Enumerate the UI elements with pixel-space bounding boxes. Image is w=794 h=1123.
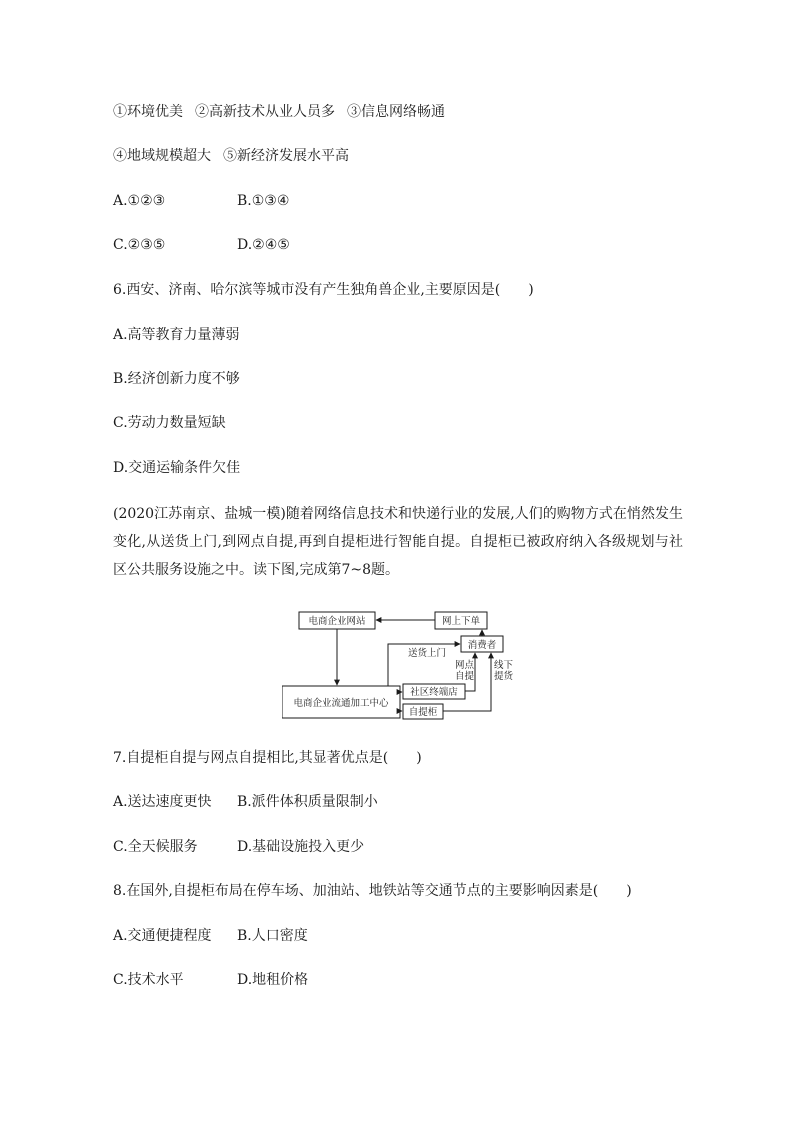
q7-choice-b[interactable]: B.派件体积质量限制小	[237, 794, 378, 810]
label-center: 电商企业流通加工中心	[293, 698, 389, 709]
label-offline-pickup-2: 提货	[494, 671, 514, 682]
label-outlet-pickup-2: 自提	[455, 671, 475, 682]
q7-choice-a[interactable]: A.送达速度更快	[113, 794, 212, 810]
label-website: 电商企业网站	[308, 616, 366, 627]
ecommerce-flow-diagram	[282, 608, 522, 720]
q5-choice-c[interactable]: C.②③⑤	[113, 237, 166, 253]
q5-choices-row-1	[113, 191, 289, 211]
q8-choice-d[interactable]: D.地租价格	[237, 972, 309, 988]
q5-statements-line-2	[113, 146, 349, 166]
q7-choice-d[interactable]: D.基础设施投入更少	[237, 839, 365, 855]
label-offline-pickup-1: 线下	[494, 660, 514, 671]
q6-stem: 6.西安、济南、哈尔滨等城市没有产生独角兽企业,主要原因是( )	[113, 282, 534, 298]
reading-passage: (2020江苏南京、盐城一模)随着网络信息技术和快递行业的发展,人们的购物方式在悄然发生变化,从送货上门,到网点自提,再到自提柜进行智能自提。自提柜已被政府纳入各级规划与社区公共服务设施之中。读下图,完成第7~8题。	[113, 506, 683, 578]
q5-choice-d[interactable]: D.②④⑤	[237, 237, 290, 253]
q8-choice-a[interactable]: A.交通便捷程度	[113, 928, 212, 944]
label-delivery: 送货上门	[408, 648, 447, 659]
statement-3: ③信息网络畅通	[347, 104, 445, 120]
q7-choice-c[interactable]: C.全天候服务	[113, 839, 198, 855]
statement-1: ①环境优美	[113, 104, 183, 120]
label-community-store: 社区终端店	[410, 687, 458, 698]
statement-2: ②高新技术从业人员多	[195, 104, 335, 120]
q6-choice-a[interactable]: A.高等教育力量薄弱	[113, 327, 240, 343]
statement-4: ④地域规模超大	[113, 148, 211, 164]
label-online-order: 网上下单	[441, 616, 481, 627]
q8-choice-b[interactable]: B.人口密度	[237, 928, 308, 944]
label-outlet-pickup-1: 网点	[455, 660, 475, 671]
q6-choice-c[interactable]: C.劳动力数量短缺	[113, 415, 226, 431]
q5-choices-row-2	[113, 235, 290, 255]
label-locker: 自提柜	[408, 707, 438, 718]
q7-choices-row-1	[113, 792, 378, 812]
q5-statements-line-1	[113, 102, 445, 122]
q6-choice-b[interactable]: B.经济创新力度不够	[113, 371, 240, 387]
q6-choice-d[interactable]: D.交通运输条件欠佳	[113, 460, 241, 476]
q8-stem: 8.在国外,自提柜布局在停车场、加油站、地铁站等交通节点的主要影响因素是( )	[113, 883, 632, 899]
q7-stem: 7.自提柜自提与网点自提相比,其显著优点是( )	[113, 750, 422, 766]
q7-choices-row-2	[113, 837, 364, 857]
q8-choices-row-2	[113, 970, 308, 990]
q5-choice-a[interactable]: A.①②③	[113, 193, 166, 209]
q5-choice-b[interactable]: B.①③④	[237, 193, 290, 209]
q8-choices-row-1	[113, 926, 308, 946]
statement-5: ⑤新经济发展水平高	[223, 148, 349, 164]
q8-choice-c[interactable]: C.技术水平	[113, 972, 184, 988]
label-consumer: 消费者	[467, 640, 497, 651]
